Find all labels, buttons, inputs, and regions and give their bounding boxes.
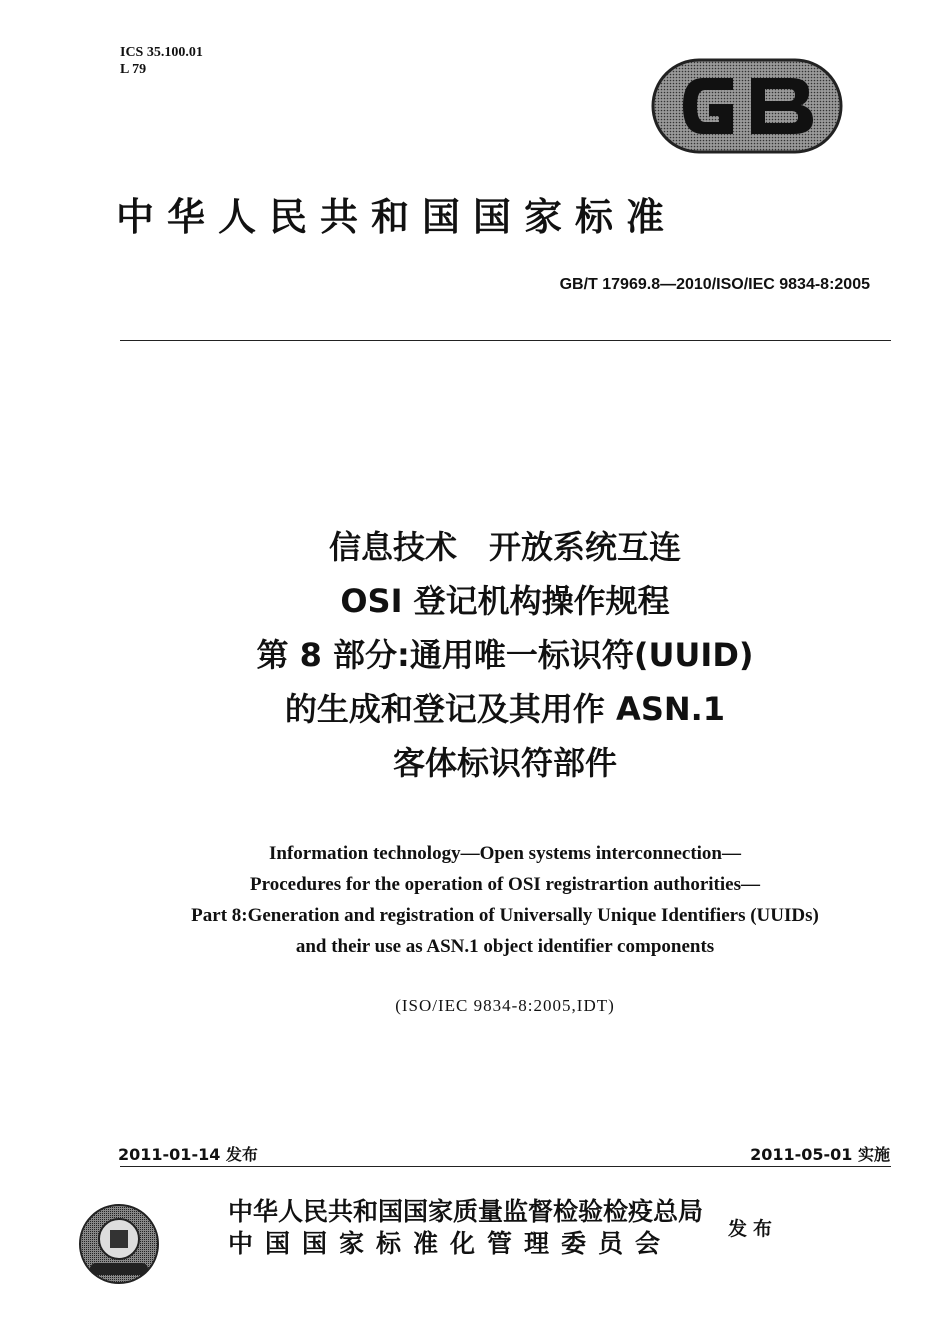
chinese-title-line: 的生成和登记及其用作 ASN.1: [284, 690, 726, 728]
equivalence-note: (ISO/IEC 9834-8:2005,IDT): [395, 996, 615, 1015]
ccs-code: L 79: [120, 62, 147, 77]
issuing-authorities: [228, 1196, 703, 1260]
ics-code: ICS 35.100.01: [120, 45, 203, 60]
divider-line: [120, 340, 891, 341]
standard-type-title: 中华人民共和国国家标准: [116, 194, 678, 239]
classification-codes: [120, 44, 203, 78]
chinese-title: [100, 520, 910, 790]
anti-counterfeit-seal-icon: [78, 1203, 160, 1285]
chinese-title-line: 客体标识符部件: [392, 744, 617, 782]
standard-number: GB/T 17969.8—2010/ISO/IEC 9834-8:2005: [559, 276, 870, 293]
chinese-title-line: OSI 登记机构操作规程: [340, 582, 670, 620]
english-title-line: Part 8:Generation and registration of Universally Unique Identifiers (UUIDs): [191, 905, 819, 926]
english-title-line: Information technology—Open systems interconnection—: [269, 843, 741, 864]
gb-logo-icon: [651, 58, 843, 154]
issuer-line: 中华人民共和国国家质量监督检验检疫总局: [228, 1197, 704, 1226]
chinese-title-line: 第 8 部分:通用唯一标识符(UUID): [256, 636, 754, 674]
implementation-date: 2011-05-01 实施: [750, 1145, 890, 1164]
issuer-line: 中国国家标准化管理委员会: [228, 1229, 673, 1258]
english-title-line: and their use as ASN.1 object identifier components: [295, 936, 715, 957]
chinese-title-line: 信息技术 开放系统互连: [328, 528, 681, 566]
bottom-divider-line: [120, 1166, 891, 1167]
publish-label: 发布: [728, 1218, 779, 1240]
english-title-line: Procedures for the operation of OSI registrartion authorities—: [250, 874, 760, 895]
issue-date: 2011-01-14 发布: [118, 1145, 258, 1164]
english-title: [100, 838, 910, 962]
